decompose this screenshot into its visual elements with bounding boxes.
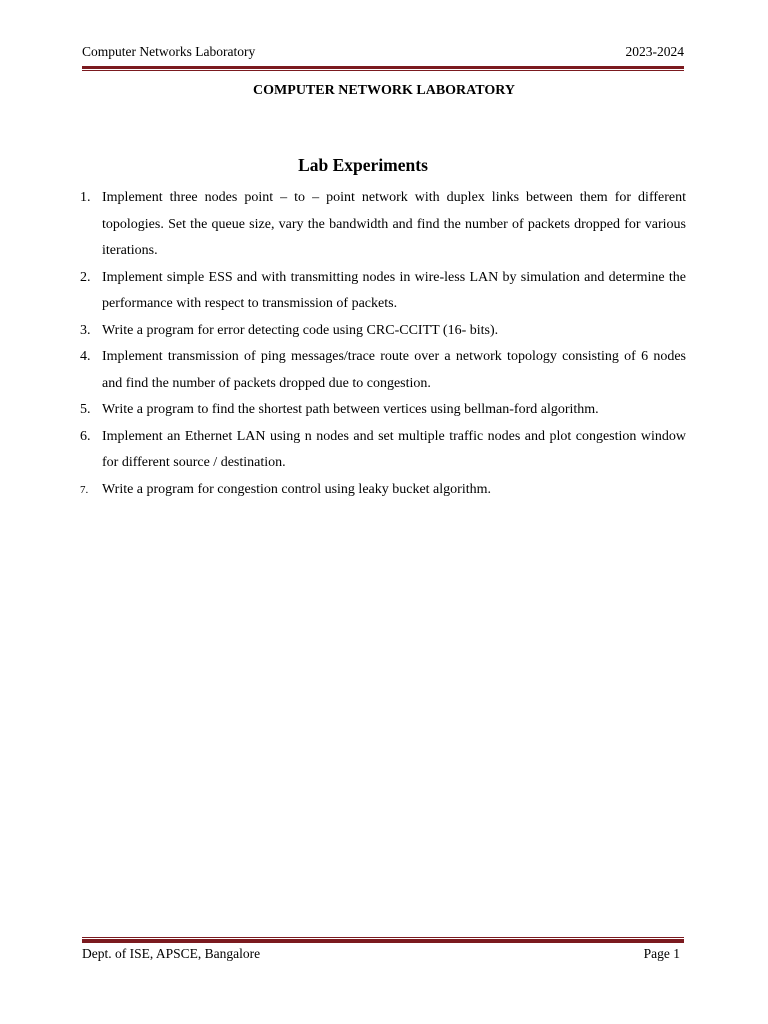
experiment-number: 5. <box>80 402 91 417</box>
experiment-number: 2. <box>80 269 91 285</box>
experiment-text: Implement three nodes point – to – point network with duplex links between them for different topologies. Set the queue size, vary the bandwidth and find the number of packets dropped for various iterations. <box>102 190 686 258</box>
experiment-item <box>80 424 686 477</box>
header-divider <box>82 66 684 70</box>
header-course-name: Computer Networks Laboratory <box>82 44 256 59</box>
footer-page-number: Page 1 <box>643 946 680 961</box>
experiment-text: Write a program to find the shortest path between vertices using bellman-ford algorithm. <box>102 402 599 417</box>
header-academic-year: 2023-2024 <box>625 44 684 59</box>
experiment-item <box>80 397 686 424</box>
document-title: COMPUTER NETWORK LABORATORY <box>253 83 515 98</box>
experiment-item <box>80 318 686 345</box>
experiment-text: Write a program for error detecting code using CRC-CCITT (16- bits). <box>102 322 499 338</box>
header-divider-thin <box>82 70 684 71</box>
experiment-number: 4. <box>80 349 91 364</box>
page-header <box>82 44 684 64</box>
experiment-item <box>80 185 686 265</box>
experiment-text: Write a program for congestion control using leaky bucket algorithm. <box>102 481 491 497</box>
experiment-item <box>80 344 686 397</box>
experiment-number: 1. <box>80 190 91 205</box>
experiment-text: Implement an Ethernet LAN using n nodes and set multiple traffic nodes and plot congestion window for different source / destination. <box>102 428 686 470</box>
footer-divider <box>82 937 684 943</box>
footer-divider-thin <box>82 937 684 938</box>
footer-divider-thick <box>82 939 684 943</box>
experiment-list <box>80 185 686 503</box>
footer-department: Dept. of ISE, APSCE, Bangalore <box>82 946 261 961</box>
page-footer <box>82 946 680 966</box>
experiment-number: 7. <box>80 483 89 496</box>
section-title: Lab Experiments <box>298 155 428 175</box>
experiment-number: 6. <box>80 428 91 444</box>
experiment-text: Implement simple ESS and with transmitting nodes in wire-less LAN by simulation and determine the performance with respect to transmission of packets. <box>102 269 686 311</box>
experiment-item <box>80 265 686 318</box>
experiment-number: 3. <box>80 322 91 338</box>
header-divider-thick <box>82 66 684 69</box>
experiment-item <box>80 477 686 504</box>
experiment-text: Implement transmission of ping messages/trace route over a network topology consisting of 6 nodes and find the number of packets dropped due to congestion. <box>102 349 686 391</box>
